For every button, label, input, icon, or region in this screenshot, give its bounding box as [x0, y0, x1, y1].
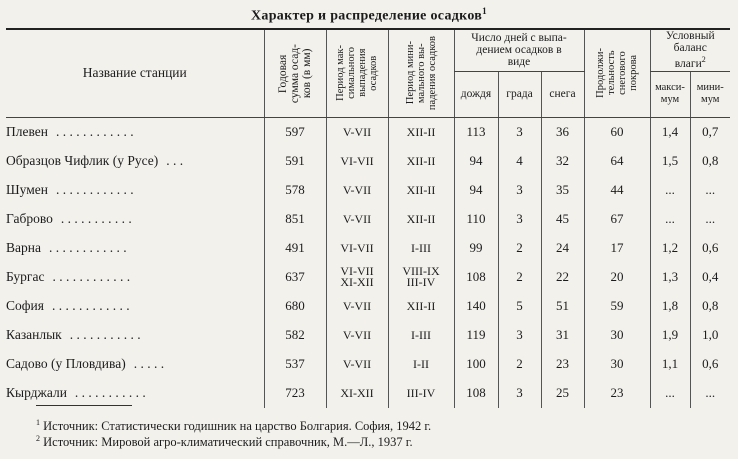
table-row: [6, 263, 730, 292]
footnote-2: [36, 434, 413, 450]
header-balance-min: мини- мум: [690, 71, 730, 117]
title-footnote-mark: 1: [482, 6, 487, 16]
rain-days-cell: 94: [454, 147, 498, 176]
header-snow-cover-text: Продолжи- тельность снегового покрова: [595, 48, 639, 99]
snow-cover-cell: 59: [584, 292, 650, 321]
footnote-1: [36, 418, 431, 434]
station-name: Кырджали: [6, 385, 67, 400]
snow-days-cell: 45: [541, 205, 584, 234]
balance-max-cell: 1,5: [650, 147, 690, 176]
leader-dots: . . . . . . . . . . . .: [52, 269, 131, 284]
balance-max-cell: 1,9: [650, 321, 690, 350]
header-snow-cover: [584, 29, 650, 117]
annual-sum-cell: 578: [264, 176, 326, 205]
header-snow: снега: [541, 71, 584, 117]
snow-days-cell: 25: [541, 379, 584, 408]
balance-min-cell: 0,4: [690, 263, 730, 292]
station-name: Габрово: [6, 211, 53, 226]
balance-max-cell: ...: [650, 205, 690, 234]
hail-days-cell: 3: [498, 379, 541, 408]
max-period-cell: V-VII: [326, 292, 388, 321]
annual-sum-cell: 537: [264, 350, 326, 379]
annual-sum-cell: 723: [264, 379, 326, 408]
station-name-cell: [6, 321, 264, 350]
balance-max-cell: 1,3: [650, 263, 690, 292]
leader-dots: . . . . . . . . . . . .: [51, 298, 130, 313]
station-name: Образцов Чифлик (у Русе): [6, 153, 159, 168]
header-min-period: [388, 29, 454, 117]
rain-days-cell: 140: [454, 292, 498, 321]
balance-max-cell: 1,2: [650, 234, 690, 263]
leader-dots: . . . . . . . . . . . .: [56, 124, 134, 139]
balance-min-cell: 0,7: [690, 117, 730, 147]
rain-days-cell: 119: [454, 321, 498, 350]
hail-days-cell: 3: [498, 117, 541, 147]
min-period-cell: XII-II: [388, 117, 454, 147]
hail-days-cell: 2: [498, 234, 541, 263]
annual-sum-cell: 637: [264, 263, 326, 292]
station-name-cell: [6, 350, 264, 379]
leader-dots: . . . . . . . . . . .: [74, 385, 146, 400]
annual-sum-cell: 680: [264, 292, 326, 321]
header-days-group: Число дней с выпа- дением осадков в виде: [454, 29, 584, 71]
table-row: [6, 321, 730, 350]
hail-days-cell: 2: [498, 263, 541, 292]
leader-dots: . . . . . . . . . . . .: [48, 240, 127, 255]
header-max-period: [326, 29, 388, 117]
station-name: Бургас: [6, 269, 45, 284]
snow-days-cell: 36: [541, 117, 584, 147]
footnote-2-mark: 2: [36, 434, 40, 443]
snow-cover-cell: 30: [584, 350, 650, 379]
station-name-cell: [6, 176, 264, 205]
precipitation-table: [6, 28, 730, 408]
table-row: [6, 292, 730, 321]
station-name-cell: [6, 117, 264, 147]
balance-max-cell: 1,1: [650, 350, 690, 379]
station-name: Варна: [6, 240, 41, 255]
annual-sum-cell: 491: [264, 234, 326, 263]
header-max-period-text: Период мак- симального выпадения осадков: [335, 45, 379, 102]
header-balance-group: [650, 29, 730, 71]
rain-days-cell: 99: [454, 234, 498, 263]
max-period-cell: XI-XII: [326, 379, 388, 408]
balance-min-cell: 0,8: [690, 147, 730, 176]
min-period-cell: XII-II: [388, 205, 454, 234]
station-name: Казанлык: [6, 327, 62, 342]
leader-dots: . . . . . . . . . . .: [60, 211, 132, 226]
station-name: Садово (у Пловдива): [6, 356, 126, 371]
snow-days-cell: 51: [541, 292, 584, 321]
leader-dots: . . . . . . . . . . .: [69, 327, 141, 342]
snow-cover-cell: 20: [584, 263, 650, 292]
leader-dots: . . .: [166, 153, 184, 168]
header-balance-max: макси- мум: [650, 71, 690, 117]
min-period-cell: XII-II: [388, 292, 454, 321]
header-min-period-text: Период мини- мального вы- падения осадков: [404, 36, 438, 111]
snow-cover-cell: 64: [584, 147, 650, 176]
table-title: [0, 6, 738, 25]
balance-min-cell: ...: [690, 205, 730, 234]
annual-sum-cell: 582: [264, 321, 326, 350]
max-period-cell: VI-VII XI-XII: [326, 263, 388, 292]
station-name-cell: [6, 379, 264, 408]
min-period-cell: III-IV: [388, 379, 454, 408]
balance-max-cell: 1,8: [650, 292, 690, 321]
station-name-cell: [6, 147, 264, 176]
snow-cover-cell: 67: [584, 205, 650, 234]
min-period-cell: VIII-IX III-IV: [388, 263, 454, 292]
station-name: Плевен: [6, 124, 48, 139]
table-row: [6, 147, 730, 176]
rain-days-cell: 108: [454, 263, 498, 292]
balance-min-cell: ...: [690, 379, 730, 408]
max-period-cell: VI-VII: [326, 147, 388, 176]
max-period-cell: V-VII: [326, 321, 388, 350]
header-station: Название станции: [6, 29, 264, 117]
balance-min-cell: ...: [690, 176, 730, 205]
max-period-cell: V-VII: [326, 176, 388, 205]
header-balance-text: Условный баланс влаги: [665, 30, 715, 71]
snow-cover-cell: 44: [584, 176, 650, 205]
snow-days-cell: 31: [541, 321, 584, 350]
snow-days-cell: 24: [541, 234, 584, 263]
table-row: [6, 234, 730, 263]
min-period-cell: I-III: [388, 321, 454, 350]
footnote-1-text: Источник: Статистически годишник на царство Болгария. София, 1942 г.: [43, 419, 432, 434]
rain-days-cell: 110: [454, 205, 498, 234]
snow-cover-cell: 30: [584, 321, 650, 350]
rain-days-cell: 100: [454, 350, 498, 379]
table-row: [6, 205, 730, 234]
balance-min-cell: 0,6: [690, 350, 730, 379]
min-period-cell: XII-II: [388, 147, 454, 176]
snow-days-cell: 32: [541, 147, 584, 176]
station-name-cell: [6, 205, 264, 234]
balance-max-cell: ...: [650, 176, 690, 205]
header-annual-text: Годовая сумма осад- ков (в мм): [277, 43, 313, 103]
hail-days-cell: 2: [498, 350, 541, 379]
annual-sum-cell: 851: [264, 205, 326, 234]
table-row: [6, 379, 730, 408]
table-row: [6, 350, 730, 379]
max-period-cell: V-VII: [326, 117, 388, 147]
max-period-cell: V-VII: [326, 205, 388, 234]
leader-dots: . . . . .: [133, 356, 165, 371]
footnote-1-mark: 1: [36, 418, 40, 427]
max-period-cell: VI-VII: [326, 234, 388, 263]
hail-days-cell: 3: [498, 205, 541, 234]
max-period-cell: V-VII: [326, 350, 388, 379]
rain-days-cell: 108: [454, 379, 498, 408]
min-period-cell: XII-II: [388, 176, 454, 205]
title-text: Характер и распределение осадков: [251, 8, 483, 24]
header-hail: града: [498, 71, 541, 117]
annual-sum-cell: 597: [264, 117, 326, 147]
snow-days-cell: 23: [541, 350, 584, 379]
snow-cover-cell: 17: [584, 234, 650, 263]
hail-days-cell: 4: [498, 147, 541, 176]
balance-min-cell: 1,0: [690, 321, 730, 350]
table-row: [6, 117, 730, 147]
station-name: София: [6, 298, 44, 313]
station-name: Шумен: [6, 182, 48, 197]
station-name-cell: [6, 234, 264, 263]
header-rain: дождя: [454, 71, 498, 117]
min-period-cell: I-II: [388, 350, 454, 379]
hail-days-cell: 3: [498, 321, 541, 350]
snow-days-cell: 35: [541, 176, 584, 205]
balance-max-cell: 1,4: [650, 117, 690, 147]
header-annual: [264, 29, 326, 117]
annual-sum-cell: 591: [264, 147, 326, 176]
snow-cover-cell: 60: [584, 117, 650, 147]
header-balance-note: 2: [701, 55, 706, 65]
min-period-cell: I-III: [388, 234, 454, 263]
hail-days-cell: 5: [498, 292, 541, 321]
balance-min-cell: 0,6: [690, 234, 730, 263]
table-row: [6, 176, 730, 205]
footnote-2-text: Источник: Мировой агро-климатический справочник, М.—Л., 1937 г.: [43, 435, 413, 450]
balance-max-cell: ...: [650, 379, 690, 408]
hail-days-cell: 3: [498, 176, 541, 205]
rain-days-cell: 113: [454, 117, 498, 147]
station-name-cell: [6, 263, 264, 292]
station-name-cell: [6, 292, 264, 321]
balance-min-cell: 0,8: [690, 292, 730, 321]
snow-days-cell: 22: [541, 263, 584, 292]
footnote-divider: [36, 405, 132, 406]
rain-days-cell: 94: [454, 176, 498, 205]
leader-dots: . . . . . . . . . . . .: [55, 182, 134, 197]
snow-cover-cell: 23: [584, 379, 650, 408]
